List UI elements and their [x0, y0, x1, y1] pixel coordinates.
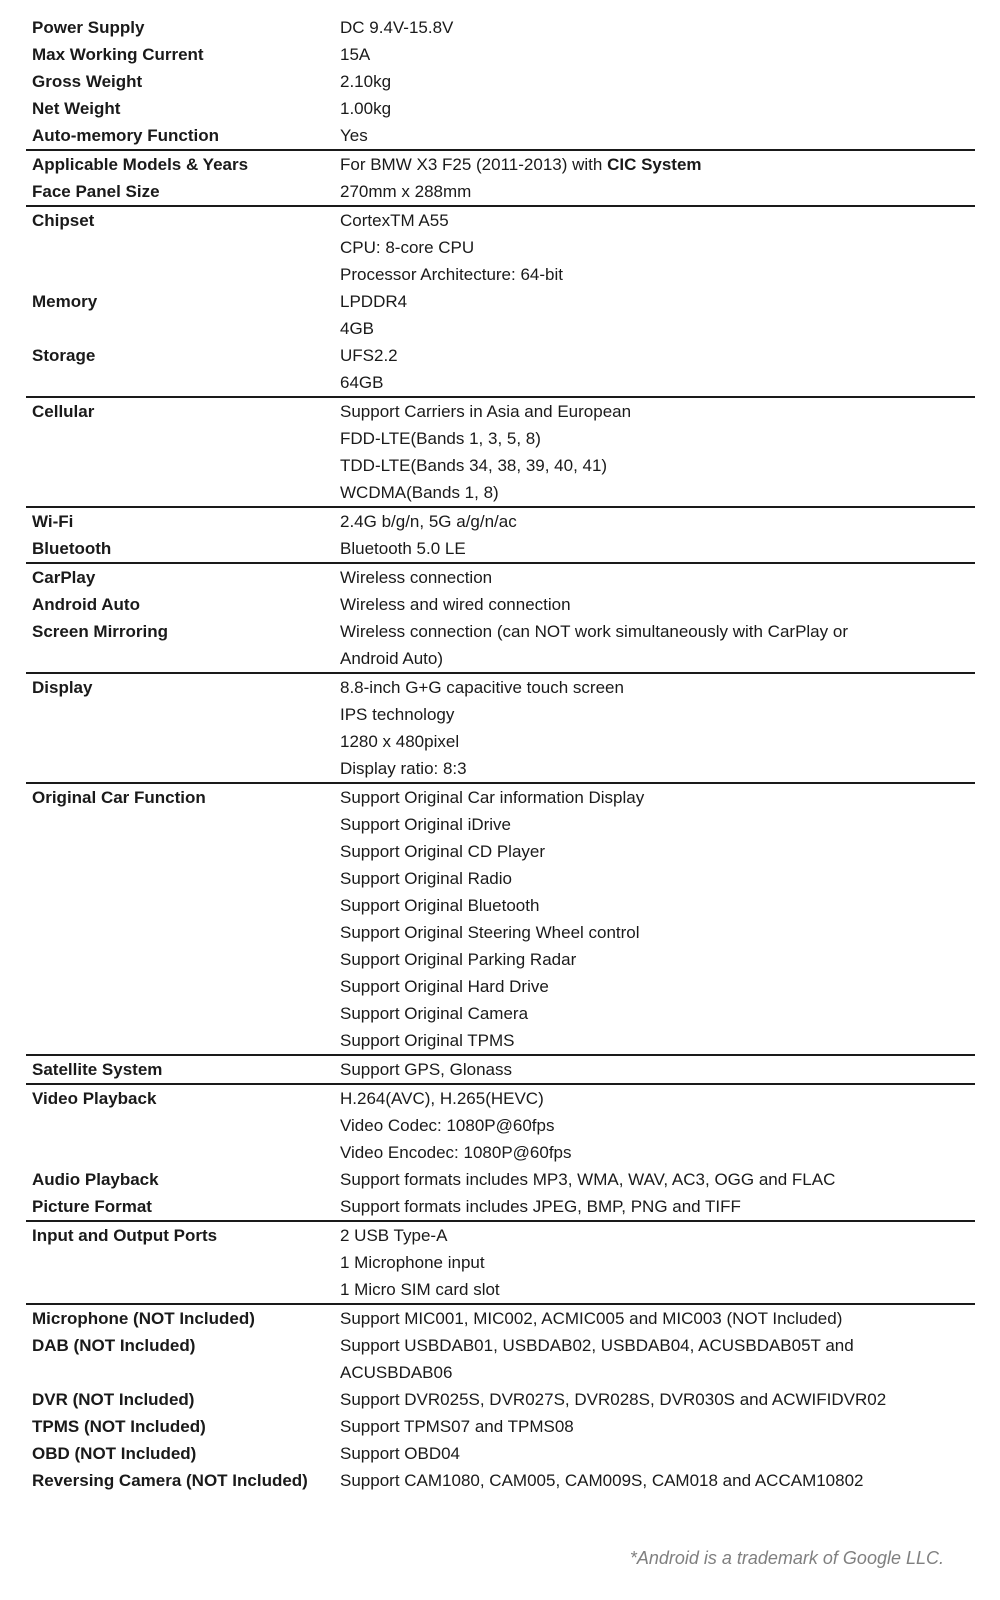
spec-row [26, 398, 975, 506]
spec-value-line: Support Original CD Player [340, 842, 546, 861]
spec-section [26, 14, 975, 149]
spec-value-line: CortexTM A55 [340, 211, 449, 230]
spec-value [340, 535, 975, 562]
spec-label: Power Supply [32, 18, 145, 37]
spec-row [26, 207, 975, 288]
spec-value-line: Support Original iDrive [340, 815, 512, 834]
spec-value-line: Wireless and wired connection [340, 595, 571, 614]
spec-value-line: Bluetooth 5.0 LE [340, 539, 466, 558]
spec-value-line: Support Original TPMS [340, 1031, 515, 1050]
spec-label: Max Working Current [32, 45, 204, 64]
spec-row [26, 591, 975, 618]
spec-value-line: 2 USB Type-A [340, 1226, 448, 1245]
spec-value-line: FDD-LTE(Bands 1, 3, 5, 8) [340, 429, 541, 448]
spec-value [340, 1440, 975, 1467]
spec-value [340, 591, 975, 618]
spec-value [340, 1166, 975, 1193]
spec-row [26, 95, 975, 122]
spec-value-line [340, 151, 975, 178]
spec-value-line: Support Original Steering Wheel control [340, 923, 640, 942]
spec-value [340, 68, 975, 95]
spec-value-line: Support GPS, Glonass [340, 1060, 512, 1079]
spec-row [26, 1467, 975, 1494]
spec-value [340, 1222, 975, 1303]
spec-value-line: Support MIC001, MIC002, ACMIC005 and MIC003 (NOT Included) [340, 1309, 843, 1328]
spec-value-line: Yes [340, 126, 368, 145]
spec-value-line: 2.4G b/g/n, 5G a/g/n/ac [340, 512, 517, 531]
spec-value-line: Video Encodec: 1080P@60fps [340, 1143, 572, 1162]
spec-value-line: UFS2.2 [340, 346, 398, 365]
spec-section [26, 1222, 975, 1303]
spec-row [26, 1166, 975, 1193]
spec-value [340, 122, 975, 149]
spec-value-line: Support formats includes MP3, WMA, WAV, AC3, OGG and FLAC [340, 1170, 836, 1189]
spec-section [26, 398, 975, 506]
spec-value-segment: CIC System [607, 155, 702, 174]
spec-value [340, 1056, 975, 1083]
spec-section [26, 1085, 975, 1220]
spec-label: Input and Output Ports [32, 1226, 218, 1245]
spec-row [26, 41, 975, 68]
spec-row [26, 1386, 975, 1413]
spec-value [340, 1386, 975, 1413]
spec-value-line: 4GB [340, 319, 375, 338]
spec-value-line: 270mm x 288mm [340, 182, 472, 201]
spec-row [26, 14, 975, 41]
spec-value [340, 1193, 975, 1220]
spec-row [26, 151, 975, 178]
spec-row [26, 1193, 975, 1220]
spec-value-segment: For BMW X3 F25 (2011-2013) with [340, 155, 608, 174]
spec-label: Satellite System [32, 1060, 163, 1079]
spec-section [26, 1056, 975, 1083]
spec-label: CarPlay [32, 568, 96, 587]
spec-value [340, 508, 975, 535]
spec-row [26, 674, 975, 782]
spec-label: TPMS (NOT Included) [32, 1417, 206, 1436]
spec-value-line: Android Auto) [340, 649, 444, 668]
spec-value-line: 64GB [340, 373, 384, 392]
spec-value-line: 15A [340, 45, 371, 64]
spec-label: Microphone (NOT Included) [32, 1309, 255, 1328]
spec-label: Display [32, 678, 93, 697]
spec-value-line: Support Original Bluetooth [340, 896, 540, 915]
spec-section [26, 784, 975, 1054]
spec-row [26, 122, 975, 149]
spec-label: Chipset [32, 211, 95, 230]
spec-label: Screen Mirroring [32, 622, 169, 641]
spec-value [340, 207, 975, 288]
spec-label: Cellular [32, 402, 95, 421]
spec-value-line: Support OBD04 [340, 1444, 461, 1463]
spec-value-line: 8.8-inch G+G capacitive touch screen [340, 678, 624, 697]
spec-section [26, 674, 975, 782]
spec-row [26, 1305, 975, 1332]
spec-value-line: 1 Micro SIM card slot [340, 1280, 500, 1299]
spec-label: Auto-memory Function [32, 126, 219, 145]
spec-value-line: 2.10kg [340, 72, 392, 91]
spec-value [340, 178, 975, 205]
spec-row [26, 288, 975, 342]
spec-row [26, 564, 975, 591]
spec-label: Video Playback [32, 1089, 157, 1108]
spec-section [26, 207, 975, 396]
spec-value-line: LPDDR4 [340, 292, 408, 311]
spec-value [340, 342, 975, 396]
spec-value-line: Support Carriers in Asia and European [340, 402, 632, 421]
spec-value [340, 151, 975, 178]
spec-value-line: 1 Microphone input [340, 1253, 485, 1272]
spec-label: Audio Playback [32, 1170, 159, 1189]
spec-value-line: CPU: 8-core CPU [340, 238, 475, 257]
spec-value [340, 564, 975, 591]
spec-value-line: Processor Architecture: 64-bit [340, 265, 563, 284]
spec-value [340, 1085, 975, 1166]
spec-row [26, 68, 975, 95]
spec-value-line: 1280 x 480pixel [340, 732, 460, 751]
spec-value-line: DC 9.4V-15.8V [340, 18, 454, 37]
spec-row [26, 535, 975, 562]
spec-row [26, 1222, 975, 1303]
spec-label: DVR (NOT Included) [32, 1390, 195, 1409]
spec-label: Memory [32, 292, 98, 311]
spec-label: Storage [32, 346, 96, 365]
spec-value-line: Support CAM1080, CAM005, CAM009S, CAM018 and ACCAM10802 [340, 1471, 864, 1490]
spec-value [340, 784, 975, 1054]
spec-label: Net Weight [32, 99, 121, 118]
spec-section [26, 564, 975, 672]
spec-value-line: 1.00kg [340, 99, 392, 118]
spec-row [26, 1413, 975, 1440]
spec-value [340, 1467, 975, 1494]
spec-value-line: IPS technology [340, 705, 455, 724]
spec-row [26, 618, 975, 672]
spec-value-line: Support Original Radio [340, 869, 512, 888]
spec-section [26, 151, 975, 205]
spec-value [340, 618, 975, 672]
spec-value [340, 1332, 975, 1386]
spec-value-line: H.264(AVC), H.265(HEVC) [340, 1089, 544, 1108]
spec-row [26, 1332, 975, 1386]
spec-value [340, 1305, 975, 1332]
spec-value-line: Support Original Parking Radar [340, 950, 577, 969]
spec-value-line: Wireless connection (can NOT work simultaneously with CarPlay or [340, 622, 848, 641]
spec-value-line: Support Original Camera [340, 1004, 529, 1023]
spec-value [340, 95, 975, 122]
spec-row [26, 1440, 975, 1467]
spec-value [340, 14, 975, 41]
spec-value [340, 41, 975, 68]
spec-value-line: Wireless connection [340, 568, 493, 587]
spec-value-line: Support DVR025S, DVR027S, DVR028S, DVR030S and ACWIFIDVR02 [340, 1390, 887, 1409]
spec-row [26, 342, 975, 396]
spec-value-line: TDD-LTE(Bands 34, 38, 39, 40, 41) [340, 456, 608, 475]
spec-section [26, 508, 975, 562]
spec-label: Gross Weight [32, 72, 143, 91]
spec-row [26, 784, 975, 1054]
spec-row [26, 178, 975, 205]
spec-value-line: ACUSBDAB06 [340, 1363, 453, 1382]
spec-section [26, 1305, 975, 1494]
spec-value [340, 1413, 975, 1440]
spec-value-line: Support Original Hard Drive [340, 977, 549, 996]
spec-label: Picture Format [32, 1197, 152, 1216]
spec-label: Android Auto [32, 595, 140, 614]
trademark-note: *Android is a trademark of Google LLC. [629, 1548, 944, 1568]
spec-label: Original Car Function [32, 788, 206, 807]
spec-row [26, 508, 975, 535]
spec-value-line: Video Codec: 1080P@60fps [340, 1116, 555, 1135]
spec-row [26, 1056, 975, 1083]
spec-label: Face Panel Size [32, 182, 160, 201]
spec-label: Wi-Fi [32, 512, 74, 531]
spec-row [26, 1085, 975, 1166]
spec-value-line: Support TPMS07 and TPMS08 [340, 1417, 574, 1436]
spec-label: Reversing Camera (NOT Included) [32, 1471, 308, 1490]
spec-value-line: Support Original Car information Display [340, 788, 645, 807]
spec-value [340, 288, 975, 342]
spec-value-line: WCDMA(Bands 1, 8) [340, 483, 499, 502]
spec-label: OBD (NOT Included) [32, 1444, 197, 1463]
spec-value [340, 398, 975, 506]
spec-value [340, 674, 975, 782]
spec-label: Applicable Models & Years [32, 155, 249, 174]
spec-label: Bluetooth [32, 539, 112, 558]
spec-value-line: Display ratio: 8:3 [340, 759, 467, 778]
spec-label: DAB (NOT Included) [32, 1336, 196, 1355]
spec-value-line: Support USBDAB01, USBDAB02, USBDAB04, ACUSBDAB05T and [340, 1336, 854, 1355]
spec-value-line: Support formats includes JPEG, BMP, PNG and TIFF [340, 1197, 741, 1216]
